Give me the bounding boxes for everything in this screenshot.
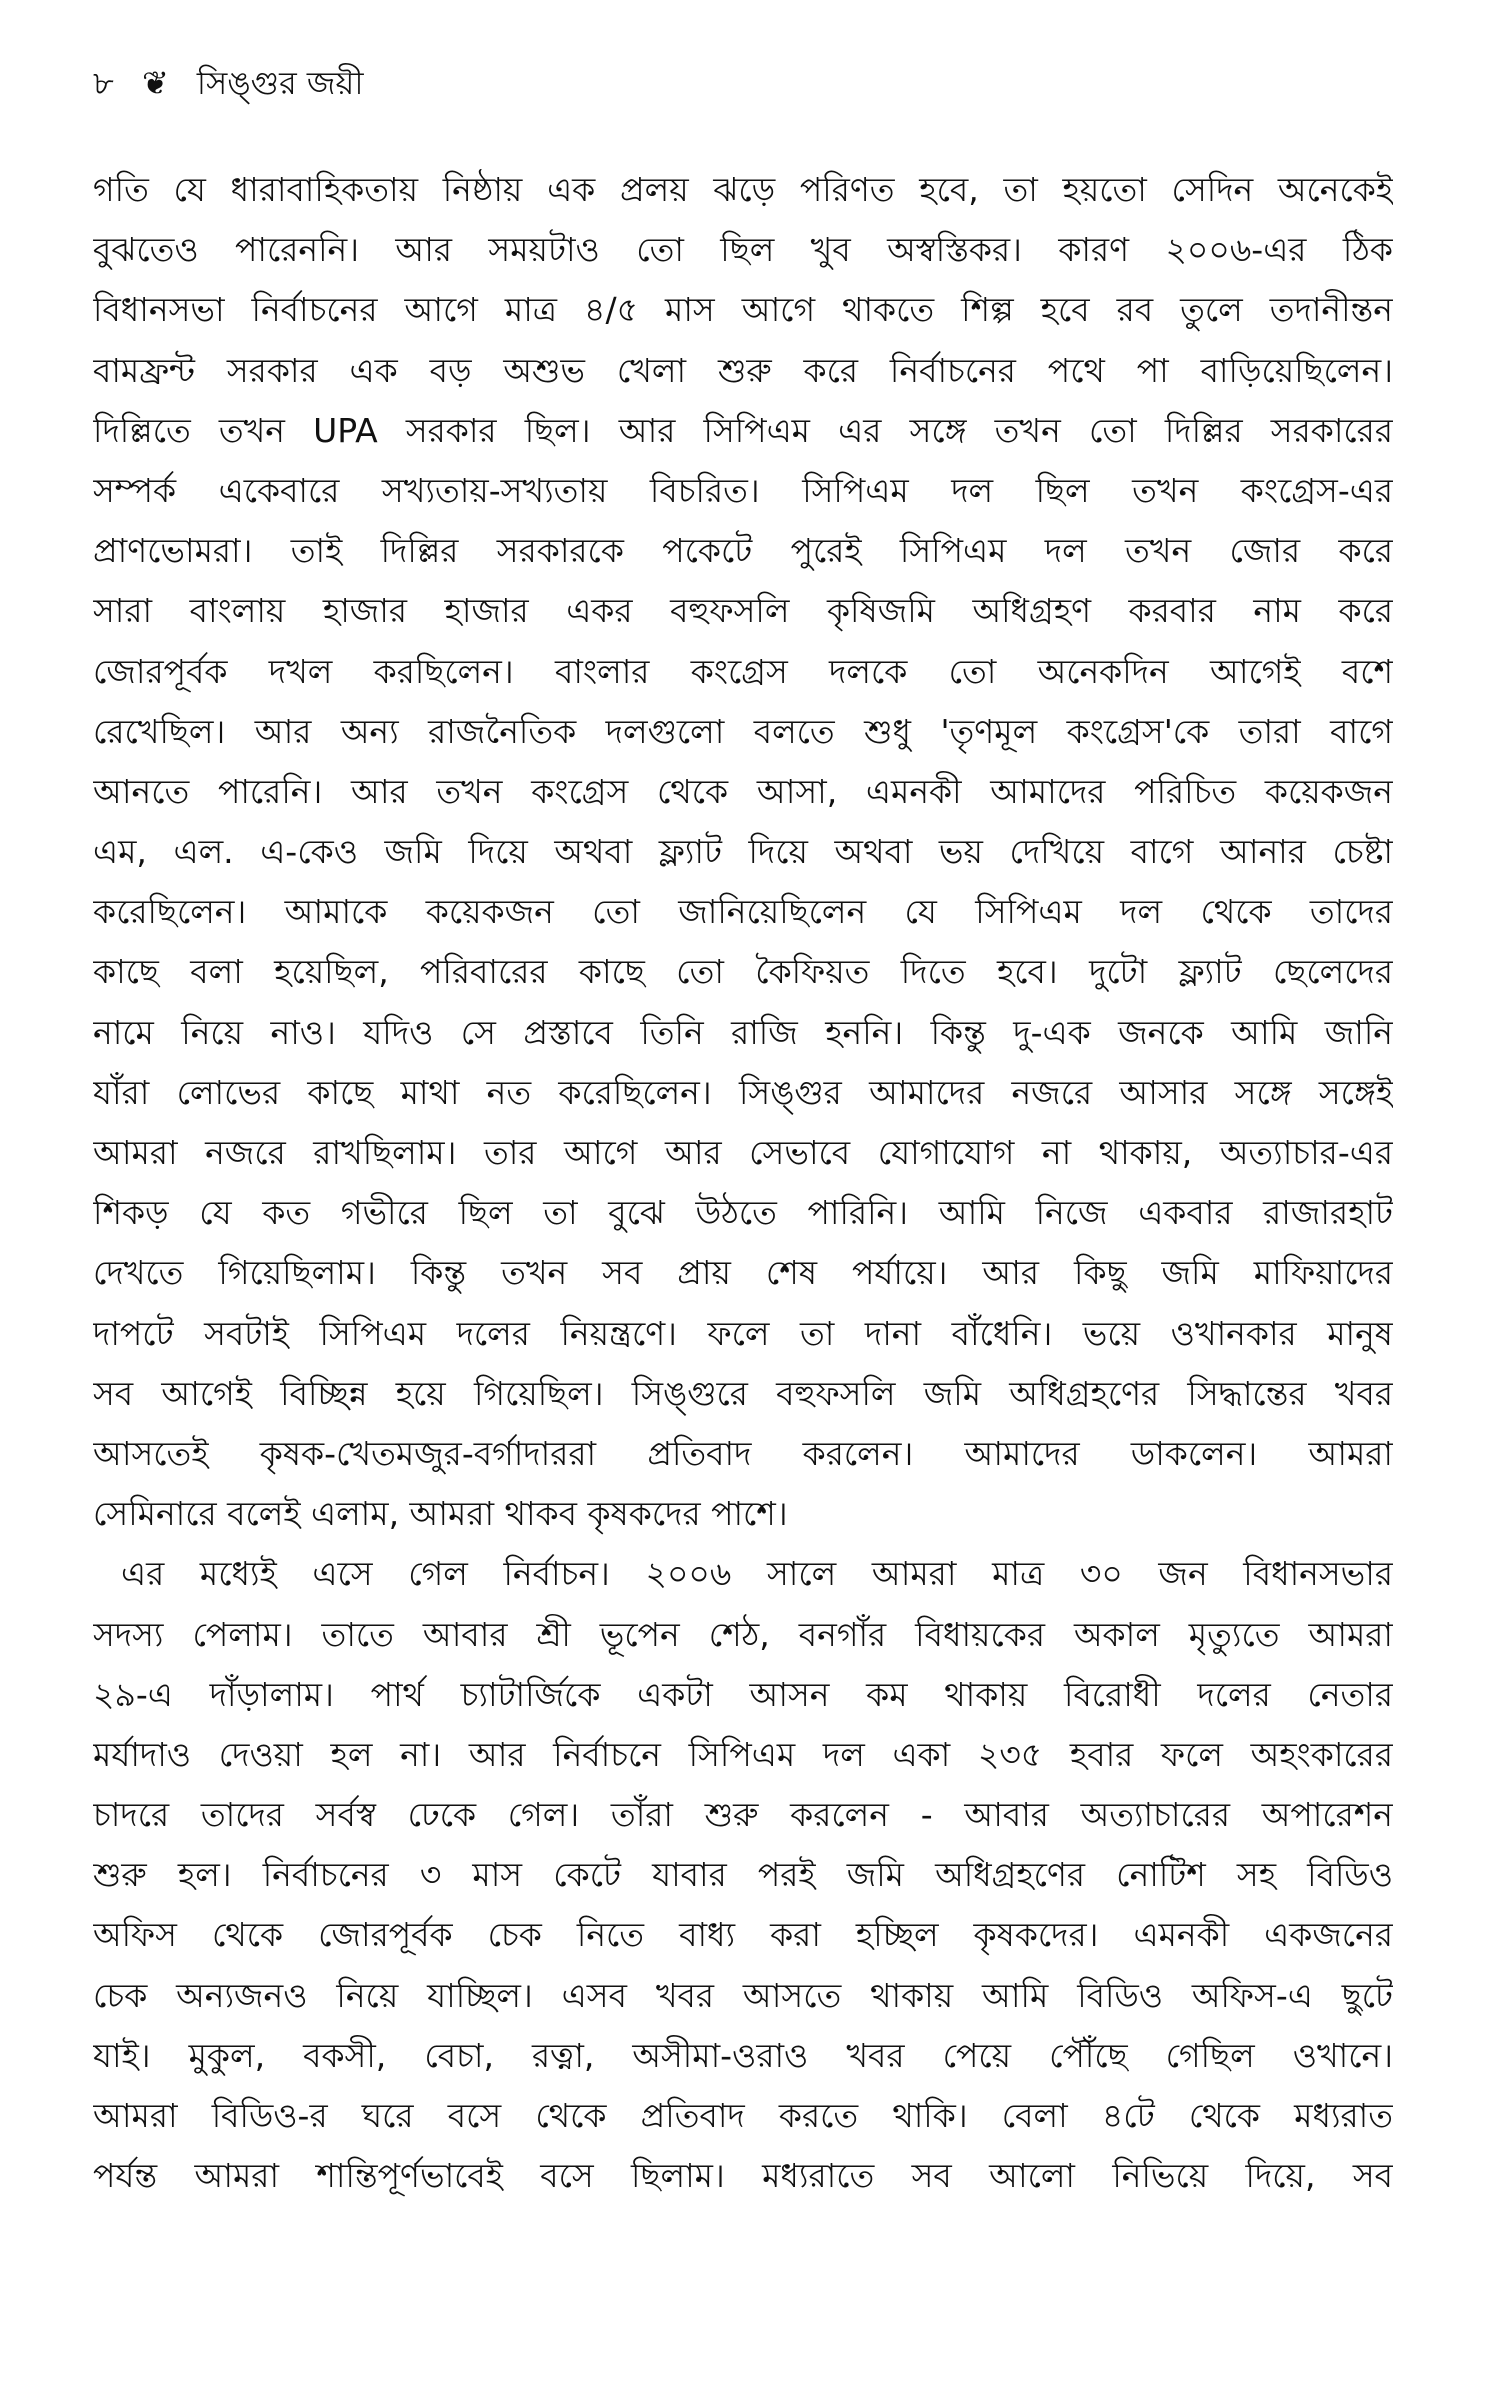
text-line: চেক অন্যজনও নিয়ে যাচ্ছিল। এসব খবর আসতে থাকায় আমি বিডিও অফিস-এ ছুটে (93, 1975, 1393, 2015)
text-line: প্রাণভোমরা। তাই দিল্লির সরকারকে পকেটে পুরেই সিপিএম দল তখন জোর করে (93, 531, 1393, 571)
text-line: কাছে বলা হয়েছিল, পরিবারের কাছে তো কৈফিয়ত দিতে হবে। দুটো ফ্ল্যাট ছেলেদের (93, 952, 1393, 992)
text-line: সারা বাংলায় হাজার হাজার একর বহুফসলি কৃষিজমি অধিগ্রহণ করবার নাম করে (93, 591, 1393, 631)
text-line: মর্যাদাও দেওয়া হল না। আর নির্বাচনে সিপিএম দল একা ২৩৫ হবার ফলে অহংকারের (93, 1734, 1393, 1774)
text-line: নামে নিয়ে নাও। যদিও সে প্রস্তাবে তিনি রাজি হননি। কিন্তু দু-এক জনকে আমি জানি (93, 1012, 1393, 1052)
text-line: দেখতে গিয়েছিলাম। কিন্তু তখন সব প্রায় শেষ পর্যায়ে। আর কিছু জমি মাফিয়াদের (93, 1253, 1393, 1293)
text-line: আমরা নজরে রাখছিলাম। তার আগে আর সেভাবে যোগাযোগ না থাকায়, অত্যাচার-এর (93, 1133, 1393, 1172)
text-line: ২৯-এ দাঁড়ালাম। পার্থ চ্যাটার্জিকে একটা আসন কম থাকায় বিরোধী দলের নেতার (93, 1674, 1393, 1714)
text-line: দিল্লিতে তখন UPA সরকার ছিল। আর সিপিএম এর সঙ্গে তখন তো দিল্লির সরকারের (93, 410, 1393, 450)
text-line: এম, এল. এ-কেও জমি দিয়ে অথবা ফ্ল্যাট দিয়ে অথবা ভয় দেখিয়ে বাগে আনার চেষ্টা (93, 832, 1393, 872)
page-body (93, 160, 1393, 2206)
text-line: এর মধ্যেই এসে গেল নির্বাচন। ২০০৬ সালে আমরা মাত্র ৩০ জন বিধানসভার (121, 1554, 1393, 1594)
page-number: ৮ (93, 64, 114, 102)
text-line: যাই। মুকুল, বকসী, বেচা, রত্না, অসীমা-ওরাও খবর পেয়ে পৌঁছে গেছিল ওখানে। (93, 2035, 1393, 2075)
text-line: সেমিনারে বলেই এলাম, আমরা থাকব কৃষকদের পাশে। (93, 1494, 788, 1534)
text-line: সব আগেই বিচ্ছিন্ন হয়ে গিয়েছিল। সিঙ্গুরে বহুফসলি জমি অধিগ্রহণের সিদ্ধান্তের খবর (93, 1373, 1393, 1413)
text-line: করেছিলেন। আমাকে কয়েকজন তো জানিয়েছিলেন যে সিপিএম দল থেকে তাদের (93, 892, 1393, 932)
text-line: যাঁরা লোভের কাছে মাথা নত করেছিলেন। সিঙ্গুর আমাদের নজরে আসার সঙ্গে সঙ্গেই (93, 1072, 1393, 1112)
text-line: সদস্য পেলাম। তাতে আবার শ্রী ভূপেন শেঠ, বনগাঁর বিধায়কের অকাল মৃত্যুতে আমরা (93, 1614, 1393, 1654)
text-line: দাপটে সবটাই সিপিএম দলের নিয়ন্ত্রণে। ফলে তা দানা বাঁধেনি। ভয়ে ওখানকার মানুষ (93, 1313, 1393, 1353)
text-line: আসতেই কৃষক-খেতমজুর-বর্গাদাররা প্রতিবাদ করলেন। আমাদের ডাকলেন। আমরা (93, 1433, 1393, 1473)
text-line: বামফ্রন্ট সরকার এক বড় অশুভ খেলা শুরু করে নির্বাচনের পথে পা বাড়িয়েছিলেন। (93, 350, 1393, 390)
text-line: বুঝতেও পারেননি। আর সময়টাও তো ছিল খুব অস্বস্তিকর। কারণ ২০০৬-এর ঠিক (93, 230, 1393, 270)
text-line: রেখেছিল। আর অন্য রাজনৈতিক দলগুলো বলতে শুধু 'তৃণমূল কংগ্রেস'কে তারা বাগে (93, 711, 1393, 751)
ornament-icon: ❦ (141, 64, 169, 102)
text-line: আমরা বিডিও-র ঘরে বসে থেকে প্রতিবাদ করতে থাকি। বেলা ৪টে থেকে মধ্যরাত (93, 2096, 1393, 2135)
text-line: অফিস থেকে জোরপূর্বক চেক নিতে বাধ্য করা হচ্ছিল কৃষকদের। এমনকী একজনের (93, 1915, 1393, 1955)
text-line: শিকড় যে কত গভীরে ছিল তা বুঝে উঠতে পারিনি। আমি নিজে একবার রাজারহাট (93, 1193, 1393, 1233)
text-line: বিধানসভা নির্বাচনের আগে মাত্র ৪/৫ মাস আগে থাকতে শিল্প হবে রব তুলে তদানীন্তন (93, 290, 1393, 330)
text-line: সম্পর্ক একেবারে সখ্যতায়-সখ্যতায় বিচরিত। সিপিএম দল ছিল তখন কংগ্রেস-এর (93, 470, 1393, 510)
text-line: চাদরে তাদের সর্বস্ব ঢেকে গেল। তাঁরা শুরু করলেন - আবার অত্যাচারের অপারেশন (93, 1795, 1393, 1835)
running-header (93, 58, 381, 112)
book-title: সিঙ্গুর জয়ী (196, 64, 364, 102)
text-line: আনতে পারেনি। আর তখন কংগ্রেস থেকে আসা, এমনকী আমাদের পরিচিত কয়েকজন (93, 771, 1393, 811)
text-line: পর্যন্ত আমরা শান্তিপূর্ণভাবেই বসে ছিলাম। মধ্যরাতে সব আলো নিভিয়ে দিয়ে, সব (93, 2156, 1393, 2196)
text-line: গতি যে ধারাবাহিকতায় নিষ্ঠায় এক প্রলয় ঝড়ে পরিণত হবে, তা হয়তো সেদিন অনেকেই (93, 170, 1393, 209)
text-line: জোরপূর্বক দখল করছিলেন। বাংলার কংগ্রেস দলকে তো অনেকদিন আগেই বশে (93, 651, 1393, 691)
text-line: শুরু হল। নির্বাচনের ৩ মাস কেটে যাবার পরই জমি অধিগ্রহণের নোটিশ সহ বিডিও (93, 1855, 1393, 1895)
